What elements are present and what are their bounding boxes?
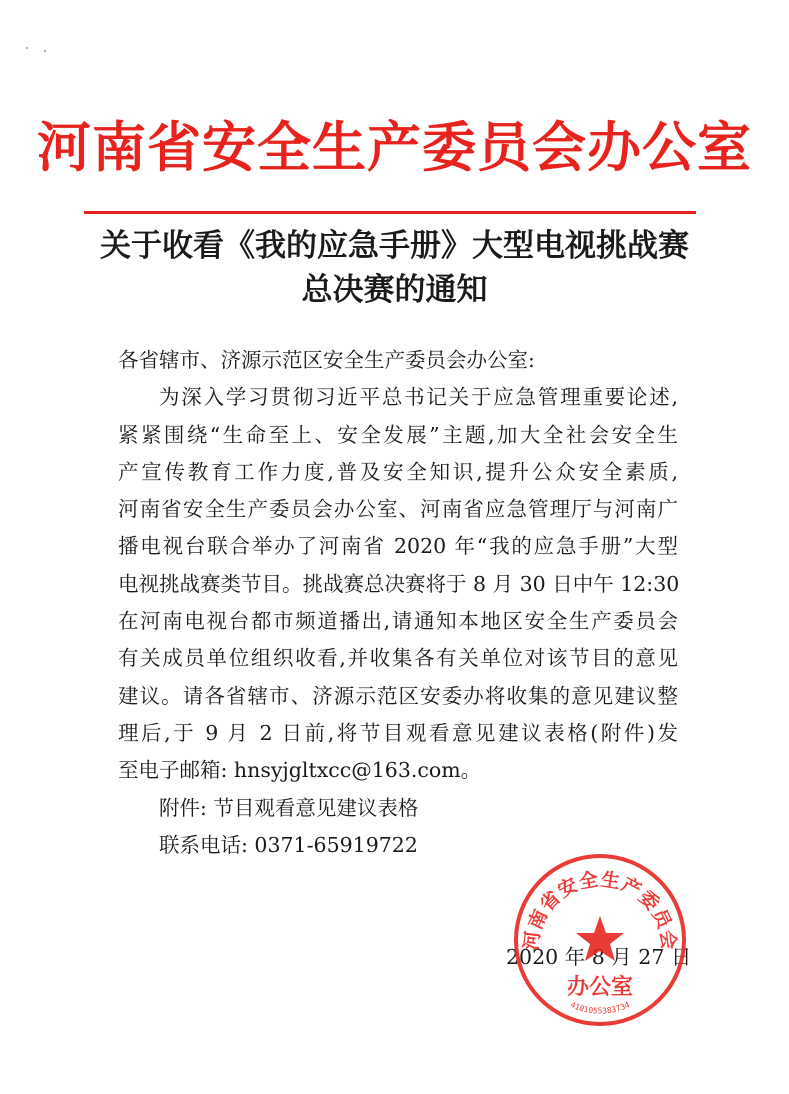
letterhead-rule	[84, 211, 696, 214]
body-line: 产宣传教育工作力度,普及安全知识,提升公众安全素质,	[118, 459, 678, 484]
body-line: 紧紧围绕“生命至上、安全发展”主题,加大全社会安全生	[118, 422, 678, 447]
notice-body	[118, 342, 678, 864]
body-line: 为深入学习贯彻习近平总书记关于应急管理重要论述,	[159, 385, 678, 410]
body-line: 在河南电视台都市频道播出,请通知本地区安全生产委员会	[118, 609, 678, 634]
seal-serial: 4101055383734	[568, 1000, 632, 1016]
seal-icon	[510, 850, 690, 1030]
body-line: 理后,于 9 月 2 日前,将节目观看意见建议表格(附件)发	[118, 720, 678, 745]
body-line: 播电视台联合举办了河南省 2020 年“我的应急手册”大型	[118, 534, 678, 559]
attachment-note: 附件: 节目观看意见建议表格	[159, 795, 419, 820]
seal-bottom-text: 办公室	[566, 975, 634, 1000]
letterhead-title: 河南省安全生产委员会办公室	[37, 115, 752, 179]
official-seal	[510, 850, 690, 1030]
salutation: 各省辖市、济源示范区安全生产委员会办公室:	[118, 348, 535, 372]
body-line: 建议。请各省辖市、济源示范区安委办将收集的意见建议整	[118, 683, 678, 708]
issue-date: 2020 年 8 月 27 日	[506, 945, 692, 969]
notice-title	[0, 224, 789, 312]
notice-title-line-2: 总决赛的通知	[301, 272, 488, 308]
contact-phone: 联系电话: 0371-65919722	[159, 832, 418, 857]
svg-text:4101055383734	[569, 1000, 631, 1016]
body-line: 河南省安全生产委员会办公室、河南省应急管理厅与河南广	[118, 497, 678, 522]
body-line: 电视挑战赛类节目。挑战赛总决赛将于 8 月 30 日中午 12:30	[118, 571, 680, 596]
seal-arc-text: 河南省安全生产委员会	[520, 868, 680, 952]
body-line: 至电子邮箱: hnsyjgltxcc@163.com。	[118, 758, 482, 783]
notice-title-line-1: 关于收看《我的应急手册》大型电视挑战赛	[100, 228, 689, 264]
body-line: 有关成员单位组织收看,并收集各有关单位对该节目的意见	[118, 646, 678, 671]
